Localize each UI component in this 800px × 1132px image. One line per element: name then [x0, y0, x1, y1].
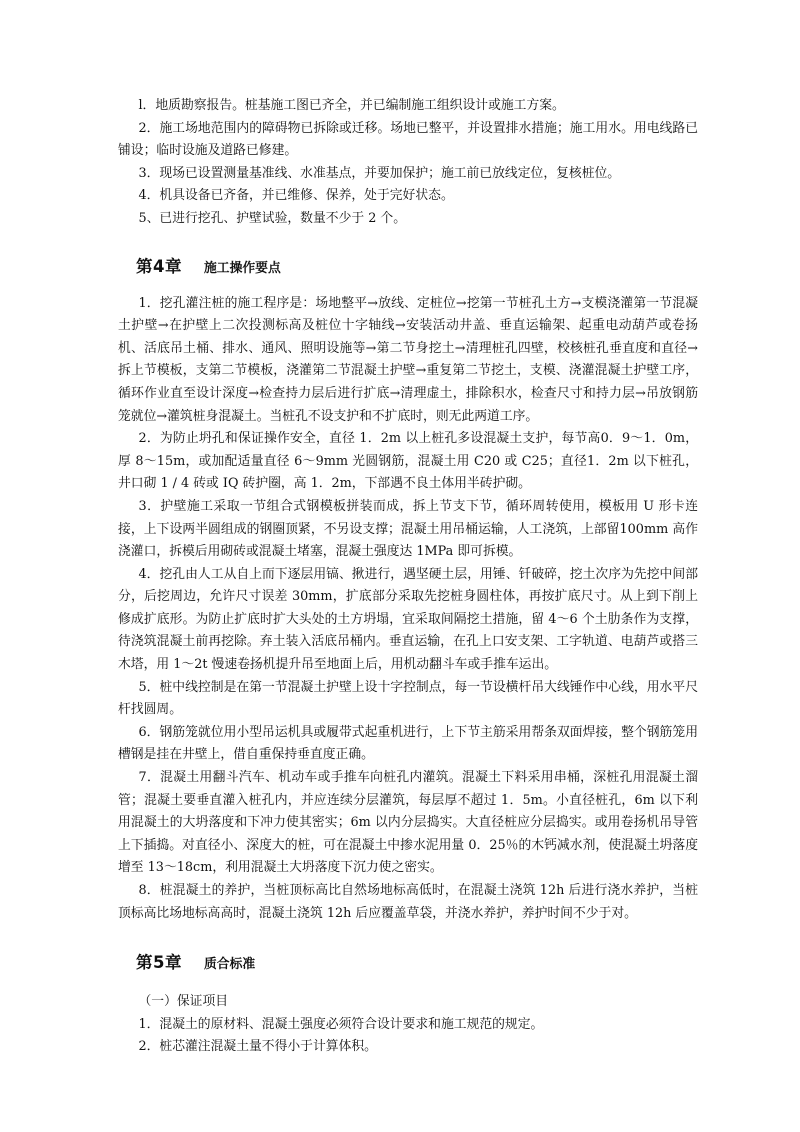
guarantee-item-1: 1．混凝土的原材料、混凝土强度必须符合设计要求和施工规范的规定。	[138, 1016, 544, 1032]
chapter-4-body	[118, 293, 698, 926]
section-label: （一）保证项目	[138, 994, 229, 1010]
condition-item-5: 5、已进行挖孔、护壁试验，数量不少于 2 个。	[138, 210, 407, 226]
operation-step-3: 3．护壁施工采取一节组合式钢模板拼装而成，拆上节支下节，循环周转使用，模板用 U 形卡连接，上下设两半圆组成的钢圈顶紧，不另设支撑；混凝土用吊桶运输，人工浇筑，上部留100mm 高作浇灌口，拆模后用砌砖或混凝土堵塞，混凝土强度达 1MPa 即可拆模。	[118, 498, 698, 560]
operation-step-1: 1．挖孔灌注桩的施工程序是：场地整平→放线、定桩位→挖第一节桩孔土方→支模浇灌第一节混凝土护壁→在护壁上二次投测标高及桩位十字轴线→安装活动井盖、垂直运输架、起重电动葫芦或卷扬机、活底吊土桶、排水、通风、照明设施等→第二节身挖土→清理桩孔四壁，校核桩孔垂直度和直径→拆上节模板，支第二节模板，浇灌第二节混凝土护壁→重复第二节挖土，支模、浇灌混凝土护壁工序，循环作业直至设计深度→检查持力层后进行扩底→清理虚土，排除积水，检查尺寸和持力层→吊放钢筋笼就位→灌筑桩身混凝土。当桩孔不设支护和不扩底时，则无此两道工序。	[118, 295, 698, 424]
preparation-conditions	[118, 95, 698, 231]
operation-step-5: 5．桩中线控制是在第一节混凝土护壁上设十字控制点，每一节设横杆吊大线锤作中心线，用水平尺杆找圆周。	[118, 679, 698, 718]
condition-item-2: 2．施工场地范围内的障碍物已拆除或迁移。场地已整平，并设置排水措施；施工用水。用电线路已铺设；临时设施及道路已修建。	[118, 120, 698, 159]
document-content	[118, 95, 698, 1059]
operation-step-7: 7．混凝土用翻斗汽车、机动车或手推车向桩孔内灌筑。混凝土下料采用串桶，深桩孔用混凝土溜管；混凝土要垂直灌入桩孔内，并应连续分层灌筑，每层厚不超过 1．5m。小直径桩孔，6m 以下利用混凝土的大坍落度和下冲力使其密实；6m 以内分层捣实。大直径桩应分层捣实。或用卷扬机吊导管上下插捣。对直径小、深度大的桩，可在混凝土中掺水泥用量 0．25％的木钙减水剂，使混凝土坍落度增至 13～18cm，利用混凝土大坍落度下沉力使之密实。	[118, 770, 698, 876]
condition-item-3: 3．现场已设置测量基准线、水准基点，并要加保护；施工前已放线定位，复核桩位。	[138, 165, 621, 181]
operation-step-4: 4．挖孔由人工从自上而下逐层用镐、揪进行，遇坚硬土层，用锤、钎破碎，挖土次序为先挖中间部分，后挖周边，允许尺寸误差 30mm，扩底部分采取先挖桩身圆柱体，再按扩底尺寸。从上到下削上修成扩底形。为防止扩底时扩大头处的土方坍塌，宜采取间隔挖土措施，留 4～6 个土肋条作为支撑，待浇筑混凝土前再挖除。弃土装入活底吊桶内。垂直运输，在孔上口安支架、工字轨道、电葫芦或搭三木塔，用 1～2t 慢速卷扬机提升吊至地面上后，用机动翻斗车或手推车运出。	[118, 566, 698, 673]
chapter-4-title: 施工操作要点	[203, 260, 281, 276]
chapter-4-number: 第4章	[136, 256, 182, 276]
condition-item-1: l．地质勘察报告。桩基施工图已齐全，并已编制施工组织设计或施工方案。	[138, 98, 565, 113]
chapter-5-heading	[136, 949, 698, 973]
operation-step-8: 8．桩混凝土的养护，当桩顶标高比自然场地标高低时，在混凝土浇筑 12h 后进行浇水养护，当桩顶标高比场地标高高时，混凝土浇筑 12h 后应覆盖草袋，并浇水养护，养护时间不少于对。	[118, 883, 698, 921]
guarantee-item-2: 2．桩芯灌注混凝土量不得小于计算体积。	[138, 1039, 377, 1055]
chapter-4-heading	[136, 253, 698, 277]
chapter-5-number: 第5章	[136, 953, 182, 973]
condition-item-4: 4．机具设备已齐备，并已维修、保养，处于完好状态。	[138, 188, 454, 204]
operation-step-2: 2．为防止坍孔和保证操作安全，直径 1．2m 以上桩孔多设混凝土支护，每节高0．9～1．0m，厚 8～15m，或加配适量直径 6～9mm 光圆钢筋，混凝土用 C20 或 C25；直径1．2m 以下桩孔，井口砌 1 / 4 砖或 IQ 砖护圈，高 1．2m，下部遇不良土体用半砖护砌。	[118, 431, 698, 492]
operation-step-6: 6．钢筋笼就位用小型吊运机具或履带式起重机进行，上下节主筋采用帮条双面焊接，整个钢筋笼用槽钢是挂在井壁上，借自重保持垂直度正确。	[118, 724, 698, 763]
chapter-5-title: 质合标准	[203, 957, 256, 973]
chapter-5-body	[118, 991, 698, 1059]
